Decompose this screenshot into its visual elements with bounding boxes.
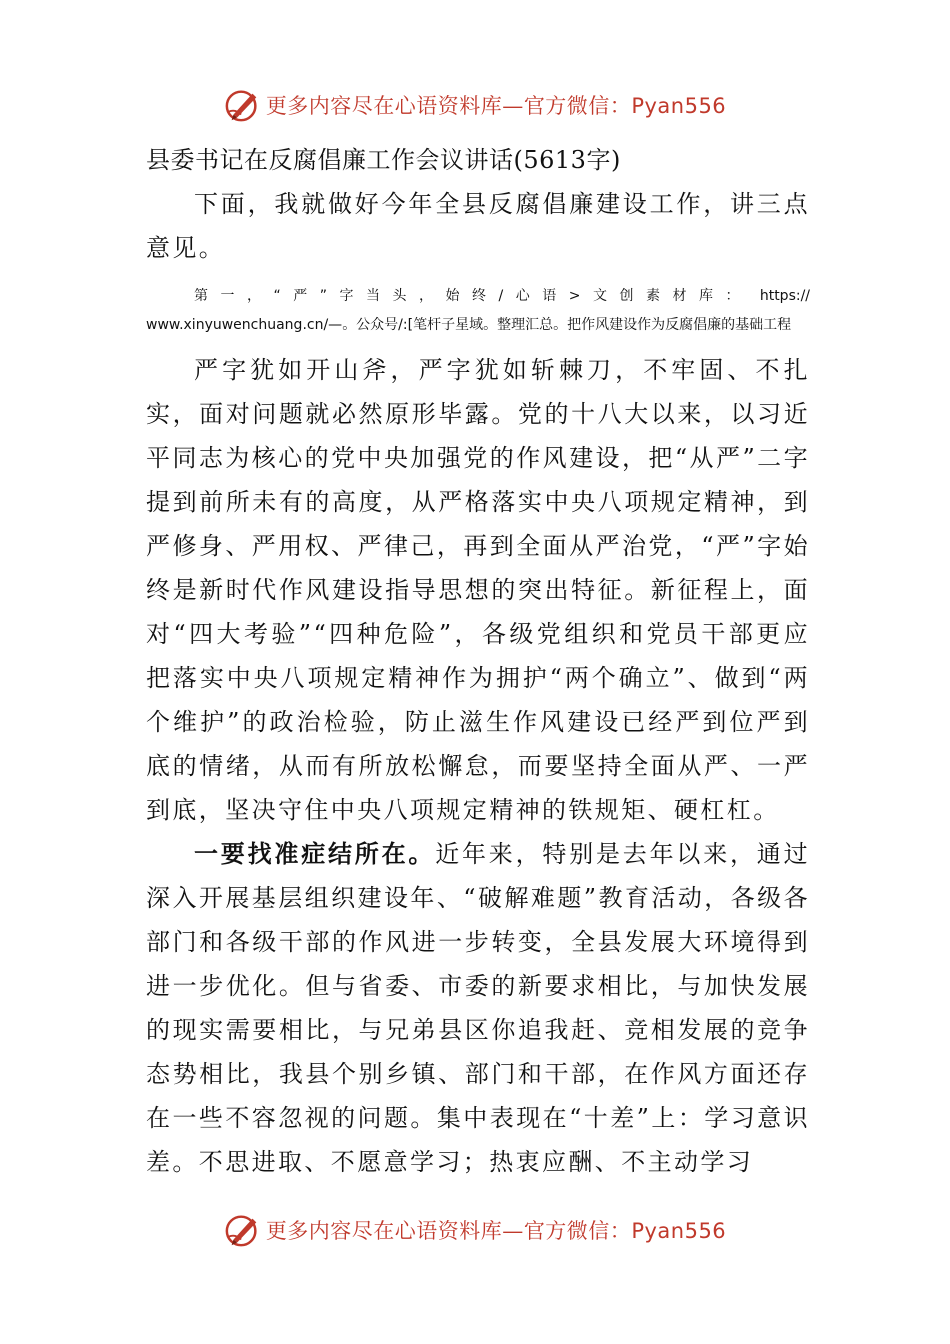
watermark-banner-top — [0, 82, 950, 128]
section-heading: 第一，“严”字当头，始终/心语>文创素材库： https:// www.xinyuwenchuang.cn/—。公众号/:[笔杆子星域。整理汇总。把作风建设作为反腐倡廉的基础工程 — [146, 288, 811, 333]
paragraph-2: 一要找准症结所在。近年来，特别是去年以来，通过深入开展基层组织建设年、“破解难题”教育活动，各级各部门和各级干部的作风进一步转变，全县发展大环境得到进一步优化。但与省委、市委的新要求相比，与加快发展的现实需要相比，与兄弟县区你追我赶、竞相发展的竞争态势相比，我县个别乡镇、部门和干部，在作风方面还存在一些不容忽视的问题。集中表现在“十差”上：学习意识差。不思进取、不愿意学习；热衷应酬、不主动学习 — [146, 839, 810, 1176]
watermark-banner-bottom — [0, 1207, 950, 1253]
watermark-text: 更多内容尽在心语资料库—官方微信：Pyan556 — [265, 1219, 727, 1243]
paragraph-1: 严字犹如开山斧，严字犹如斩棘刀，不牢固、不扎实，面对问题就必然原形毕露。党的十八大以来，以习近平同志为核心的党中央加强党的作风建设，把“从严”二字提到前所未有的高度，从严格落实中央八项规定精神，到严修身、严用权、严律己，再到全面从严治党，“严”字始终是新时代作风建设指导思想的突出特征。新征程上，面对“四大考验”“四种危险”，各级党组织和党员干部更应把落实中央八项规定精神作为拥护“两个确立”、做到“两个维护”的政治检验，防止滋生作风建设已经严到位严到底的情绪，从而有所放松懈怠，而要坚持全面从严、一严到底，坚决守住中央八项规定精神的铁规矩、硬杠杠。 — [146, 356, 810, 824]
document-body — [146, 138, 810, 1184]
watermark-text: 更多内容尽在心语资料库—官方微信：Pyan556 — [265, 94, 727, 118]
intro-paragraph: 下面，我就做好今年全县反腐倡廉建设工作，讲三点意见。 — [146, 190, 810, 262]
paragraph-2-lead: 一要找准症结所在。 — [194, 839, 436, 868]
pen-logo-icon — [224, 86, 262, 124]
pen-logo-icon — [224, 1211, 262, 1249]
document-title: 县委书记在反腐倡廉工作会议讲话(5613字) — [146, 146, 621, 174]
